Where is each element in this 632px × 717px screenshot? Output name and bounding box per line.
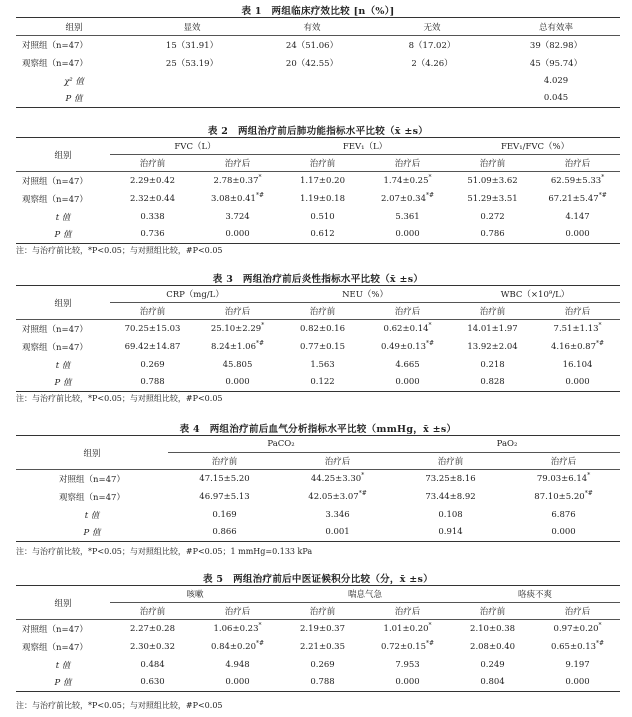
table-cell: 1.19±0.18 [300, 193, 345, 204]
table-cell: 7.51±1.13* [553, 321, 602, 334]
table-row [16, 54, 620, 72]
table-cell: P 值 [16, 226, 110, 244]
table-cell: 87.10±5.20*# [534, 489, 593, 502]
table-5-column-group: 咳嗽 [110, 586, 280, 603]
table-cell: 44.25±3.30* [310, 471, 365, 484]
significance-marker: * [361, 471, 365, 479]
table-cell: 70.25±15.03 [124, 323, 181, 334]
table-cell: 0.97±0.20* [553, 621, 602, 634]
table-cell: 观察组（n=47） [59, 492, 125, 503]
table-cell: 1.06±0.23* [213, 621, 262, 634]
table-cell: 4.665 [395, 359, 420, 370]
table-cell: 2.27±0.28 [130, 623, 175, 634]
table-cell: 0.72±0.15*# [381, 639, 435, 652]
significance-marker: * [598, 621, 602, 629]
table-cell: 观察组（n=47） [22, 642, 88, 653]
table-cell: 观察组（n=47） [22, 342, 88, 353]
table-cell: 0.108 [438, 509, 463, 520]
table-cell: P 值 [16, 374, 110, 392]
table-3-subheader: 治疗前 [110, 303, 195, 320]
table-cell: 0.272 [480, 211, 505, 222]
significance-marker: *# [425, 191, 435, 199]
table-cell: 0.788 [280, 674, 365, 692]
table-3-note: 注：与治疗前比较，*P<0.05；与对照组比较，#P<0.05 [16, 394, 223, 403]
table-2-column-group: FEV₁（L） [280, 138, 450, 155]
table-cell: 73.44±8.92 [425, 491, 476, 502]
table-2-note: 注：与治疗前比较，*P<0.05；与对照组比较，#P<0.05 [16, 246, 223, 255]
table-cell: 0.001 [281, 524, 394, 542]
table-3-subheader: 治疗后 [365, 303, 450, 320]
table-cell: 20（42.55） [285, 58, 339, 69]
significance-marker: *# [426, 639, 435, 647]
table-row [16, 488, 620, 506]
table-cell: 4.948 [225, 659, 250, 670]
table-cell: t 值 [55, 660, 71, 671]
table-cell: 对照组（n=47） [59, 474, 125, 485]
table-row [16, 674, 620, 692]
table-2-group-header: 组别 [16, 138, 110, 172]
table-2 [16, 137, 620, 244]
table-5 [16, 585, 620, 692]
table-row [16, 506, 620, 524]
table-5-subheader: 治疗后 [195, 603, 280, 620]
table-4-subheader: 治疗前 [168, 453, 281, 470]
table-cell: 45（95.74） [529, 58, 583, 69]
table-row [16, 338, 620, 356]
table-5-column-group: 喘息气急 [280, 586, 450, 603]
table-cell: 1.01±0.20* [383, 621, 432, 634]
table-row [16, 374, 620, 392]
table-cell [252, 72, 372, 90]
significance-marker: * [598, 321, 602, 329]
table-cell: 0.804 [450, 674, 535, 692]
significance-marker: *# [358, 489, 367, 497]
significance-marker: * [428, 173, 432, 181]
significance-marker: *# [596, 639, 605, 647]
table-cell: 5.361 [395, 211, 420, 222]
table-2-title: 表 2 两组治疗前后肺功能指标水平比较（x̄ ±s） [207, 126, 429, 137]
table-cell: 0.49±0.13*# [381, 339, 435, 352]
table-cell: 14.01±1.97 [467, 323, 518, 334]
table-cell: 0.84±0.20*# [211, 639, 265, 652]
table-cell: 69.42±14.87 [124, 341, 181, 352]
table-cell: 0.000 [365, 674, 450, 692]
table-cell: 0.736 [110, 226, 195, 244]
table-cell: 0.000 [365, 226, 450, 244]
significance-marker: *# [598, 191, 607, 199]
table-cell: 观察组（n=47） [22, 58, 88, 69]
table-cell: 0.630 [110, 674, 195, 692]
table-cell: 2（4.26） [411, 58, 453, 69]
table-2-subheader: 治疗后 [365, 155, 450, 172]
table-cell: 0.788 [110, 374, 195, 392]
table-row [16, 172, 620, 190]
table-cell: 2.32±0.44 [130, 193, 175, 204]
table-cell: 51.09±3.62 [467, 175, 518, 186]
table-2-column-group: FEV₁/FVC（%） [450, 138, 620, 155]
significance-marker: * [587, 471, 591, 479]
table-cell: 0.828 [450, 374, 535, 392]
table-3-title: 表 3 两组治疗前后炎性指标水平比较（x̄ ±s） [212, 274, 424, 285]
table-cell [252, 90, 372, 108]
table-cell: 25.10±2.29* [210, 321, 265, 334]
significance-marker: * [428, 621, 432, 629]
table-2-subheader: 治疗后 [195, 155, 280, 172]
table-cell: 0.62±0.14* [383, 321, 432, 334]
table-cell: 2.30±0.32 [130, 641, 175, 652]
table-3-column-group: NEU（%） [280, 286, 450, 303]
table-cell: 3.724 [225, 211, 250, 222]
table-cell: 对照组（n=47） [22, 40, 88, 51]
significance-marker: * [601, 173, 605, 181]
table-5-note: 注：与治疗前比较，*P<0.05；与对照组比较，#P<0.05 [16, 701, 223, 710]
table-cell: 对照组（n=47） [22, 324, 88, 335]
table-cell: 3.08±0.41*# [210, 191, 264, 204]
significance-marker: * [258, 621, 262, 629]
table-row [16, 356, 620, 374]
table-1-header-cell: 显效 [132, 18, 252, 36]
table-cell: 0.000 [195, 674, 280, 692]
table-5-subheader: 治疗后 [535, 603, 620, 620]
table-2-column-group: FVC（L） [110, 138, 280, 155]
table-5-group-header: 组别 [16, 586, 110, 620]
table-cell: 0.269 [310, 659, 335, 670]
table-3-subheader: 治疗后 [535, 303, 620, 320]
table-row [16, 90, 620, 108]
table-cell: 2.78±0.37* [213, 173, 262, 186]
table-1 [16, 17, 620, 108]
table-cell: t 值 [84, 510, 100, 521]
table-cell: 2.07±0.34*# [381, 191, 435, 204]
table-cell: 0.510 [310, 211, 335, 222]
table-cell: 0.269 [140, 359, 165, 370]
table-cell: 13.92±2.04 [467, 341, 518, 352]
table-cell: 0.249 [480, 659, 505, 670]
table-cell: 8.24±1.06*# [211, 339, 265, 352]
table-row [16, 524, 620, 542]
table-cell: 4.029 [543, 75, 569, 86]
table-cell: 0.122 [280, 374, 365, 392]
table-2-subheader: 治疗前 [280, 155, 365, 172]
table-4-column-group: PaO₂ [394, 436, 620, 453]
table-row [16, 190, 620, 208]
table-cell: 0.000 [535, 226, 620, 244]
table-1-title: 表 1 两组临床疗效比较 [n（%）] [241, 6, 395, 17]
table-cell: 47.15±5.20 [199, 473, 250, 484]
table-3-column-group: WBC（×10⁹/L） [450, 286, 620, 303]
significance-marker: *# [596, 339, 605, 347]
table-cell [132, 72, 252, 90]
significance-marker: *# [584, 489, 593, 497]
table-row [16, 226, 620, 244]
table-5-title: 表 5 两组治疗前后中医证候积分比较（分，x̄ ±s） [203, 574, 433, 585]
table-3 [16, 285, 620, 392]
table-4-title: 表 4 两组治疗前后血气分析指标水平比较（mmHg，x̄ ±s） [179, 424, 457, 435]
table-cell: 67.21±5.47*# [548, 191, 607, 204]
table-5-subheader: 治疗前 [450, 603, 535, 620]
table-cell: 0.786 [450, 226, 535, 244]
table-row [16, 470, 620, 488]
table-4-subheader: 治疗后 [281, 453, 394, 470]
table-5-subheader: 治疗后 [365, 603, 450, 620]
table-cell: 对照组（n=47） [22, 624, 88, 635]
table-cell: 0.000 [535, 374, 620, 392]
table-cell: 16.104 [562, 359, 593, 370]
table-cell: 4.16±0.87*# [551, 339, 605, 352]
table-3-subheader: 治疗后 [195, 303, 280, 320]
table-cell: 7.953 [395, 659, 420, 670]
table-cell [372, 90, 492, 108]
table-cell: 73.25±8.16 [425, 473, 476, 484]
table-cell: 0.045 [492, 90, 620, 108]
table-cell: 46.97±5.13 [199, 491, 250, 502]
significance-marker: * [258, 173, 262, 181]
table-3-column-group: CRP（mg/L） [110, 286, 280, 303]
significance-marker: * [261, 321, 265, 329]
table-4-group-header: 组别 [16, 436, 168, 470]
table-3-subheader: 治疗前 [450, 303, 535, 320]
table-cell: 51.29±3.51 [467, 193, 518, 204]
table-1-header-cell: 无效 [372, 18, 492, 36]
table-1-header-cell: 组别 [16, 18, 132, 36]
table-cell: 2.08±0.40 [470, 641, 516, 652]
table-3-group-header: 组别 [16, 286, 110, 320]
table-cell: 0.000 [507, 524, 620, 542]
table-cell: 79.03±6.14* [536, 471, 591, 484]
table-3-subheader: 治疗前 [280, 303, 365, 320]
table-cell: 6.876 [551, 509, 576, 520]
table-cell: 2.19±0.37 [300, 623, 345, 634]
table-4-subheader: 治疗前 [394, 453, 507, 470]
table-cell: 1.563 [310, 359, 335, 370]
table-cell: χ² 值 [64, 76, 84, 87]
table-cell: 8（17.02） [408, 40, 456, 51]
table-cell: P 值 [16, 90, 132, 108]
significance-marker: *# [255, 639, 265, 647]
table-cell: 0.65±0.13*# [551, 639, 605, 652]
table-cell: t 值 [55, 360, 71, 371]
table-cell: 0.000 [195, 374, 280, 392]
table-cell: 3.346 [325, 509, 350, 520]
table-cell: 25（53.19） [165, 58, 219, 69]
table-cell: 42.05±3.07*# [308, 489, 367, 502]
significance-marker: *# [255, 339, 265, 347]
table-cell: 45.805 [222, 359, 253, 370]
table-4-subheader: 治疗后 [507, 453, 620, 470]
table-cell: 1.17±0.20 [300, 175, 345, 186]
table-4 [16, 435, 620, 542]
table-cell: 0.77±0.15 [300, 341, 345, 352]
table-row [16, 620, 620, 638]
table-2-subheader: 治疗后 [535, 155, 620, 172]
significance-marker: *# [426, 339, 435, 347]
table-cell [372, 72, 492, 90]
table-5-subheader: 治疗前 [110, 603, 195, 620]
significance-marker: *# [255, 191, 264, 199]
table-row [16, 36, 620, 54]
table-cell: t 值 [55, 212, 71, 223]
table-cell: 2.21±0.35 [300, 641, 345, 652]
table-cell: 39（82.98） [529, 40, 583, 51]
table-row [16, 208, 620, 226]
table-cell: P 值 [16, 674, 110, 692]
table-row [16, 320, 620, 338]
table-cell: 4.147 [565, 211, 590, 222]
table-1-header-cell: 有效 [252, 18, 372, 36]
table-cell: 0.484 [140, 659, 165, 670]
table-cell: 1.74±0.25* [383, 173, 432, 186]
table-1-header-cell: 总有效率 [492, 18, 620, 36]
table-cell: 2.29±0.42 [130, 175, 175, 186]
table-cell: 0.612 [280, 226, 365, 244]
table-cell: 0.218 [480, 359, 505, 370]
table-cell: 0.338 [140, 211, 165, 222]
table-row [16, 656, 620, 674]
table-5-subheader: 治疗前 [280, 603, 365, 620]
table-cell: 0.82±0.16 [300, 323, 345, 334]
table-cell [132, 90, 252, 108]
table-cell: 0.000 [365, 374, 450, 392]
table-4-note: 注：与治疗前比较，*P<0.05；与对照组比较，#P<0.05；1 mmHg=0.133 kPa [16, 547, 313, 556]
table-cell: 2.10±0.38 [470, 623, 516, 634]
table-cell: 0.169 [212, 509, 237, 520]
table-2-subheader: 治疗前 [450, 155, 535, 172]
table-2-subheader: 治疗前 [110, 155, 195, 172]
table-cell: 9.197 [565, 659, 590, 670]
table-cell: P 值 [16, 524, 168, 542]
significance-marker: * [428, 321, 432, 329]
table-cell: 0.866 [168, 524, 281, 542]
table-cell: 0.000 [195, 226, 280, 244]
table-cell: 观察组（n=47） [22, 194, 88, 205]
table-row [16, 638, 620, 656]
table-cell: 62.59±5.33* [550, 173, 605, 186]
table-cell: 0.914 [394, 524, 507, 542]
table-cell: 24（51.06） [285, 40, 339, 51]
table-5-column-group: 咯痰不爽 [450, 586, 620, 603]
table-cell: 0.000 [535, 674, 620, 692]
table-row [16, 72, 620, 90]
table-4-column-group: PaCO₂ [168, 436, 394, 453]
table-cell: 对照组（n=47） [22, 176, 88, 187]
table-cell: 15（31.91） [165, 40, 219, 51]
